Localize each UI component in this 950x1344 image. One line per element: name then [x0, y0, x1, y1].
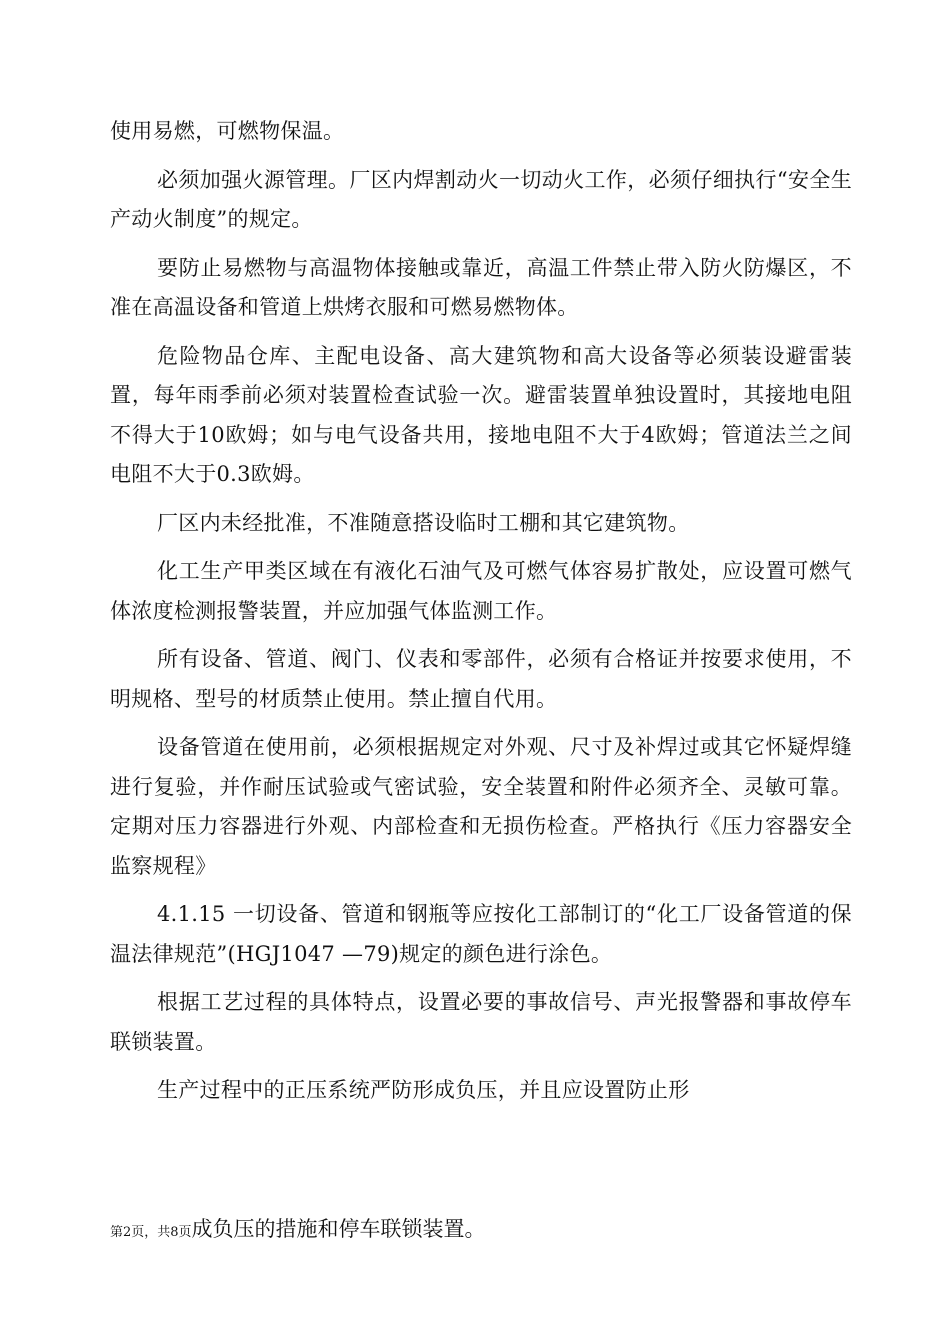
paragraph: 要防止易燃物与高温物体接触或靠近，高温工件禁止带入防火防爆区，不准在高温设备和管道上烘烤衣服和可燃易燃物体。 — [110, 255, 852, 319]
paragraph: 生产过程中的正压系统严防形成负压，并且应设置防止形 — [157, 1078, 690, 1102]
paragraph: 4.1.15 一切设备、管道和钢瓶等应按化工部制订的“化工厂设备管道的保温法律规范”(HGJ1047 —79)规定的颜色进行涂色。 — [110, 902, 852, 966]
page-footer — [110, 1214, 852, 1248]
paragraph: 必须加强火源管理。厂区内焊割动火一切动火工作，必须仔细执行“安全生产动火制度”的规定。 — [110, 167, 852, 231]
paragraph: 厂区内未经批准，不准随意搭设临时工棚和其它建筑物。 — [157, 510, 690, 535]
paragraph: 设备管道在使用前，必须根据规定对外观、尺寸及补焊过或其它怀疑焊缝进行复验，并作耐压试验或气密试验，安全装置和附件必须齐全、灵敏可靠。定期对压力容器进行外观、内部检查和无损伤检查。严格执行《压力容器安全监察规程》 — [110, 735, 852, 878]
paragraph: 化工生产甲类区域在有液化石油气及可燃气体容易扩散处，应设置可燃气体浓度检测报警装置，并应加强气体监测工作。 — [110, 559, 852, 623]
body-text — [110, 112, 852, 1120]
paragraph: 所有设备、管道、阀门、仪表和零部件，必须有合格证并按要求使用，不明规格、型号的材质禁止使用。禁止擅自代用。 — [110, 647, 852, 711]
paragraph: 根据工艺过程的具体特点，设置必要的事故信号、声光报警器和事故停车联锁装置。 — [110, 990, 852, 1054]
page-number: 第2页，共8页 — [110, 1225, 192, 1240]
paragraph: 使用易燃，可燃物保温。 — [110, 119, 345, 143]
paragraph: 危险物品仓库、主配电设备、高大建筑物和高大设备等必须装设避雷装置，每年雨季前必须对装置检查试验一次。避雷装置单独设置时，其接地电阻不得大于10欧姆；如与电气设备共用，接地电阻不大于4欧姆；管道法兰之间电阻不大于0.3欧姆。 — [110, 343, 852, 486]
footer-continuation-text: 成负压的措施和停车联锁装置。 — [191, 1217, 486, 1241]
